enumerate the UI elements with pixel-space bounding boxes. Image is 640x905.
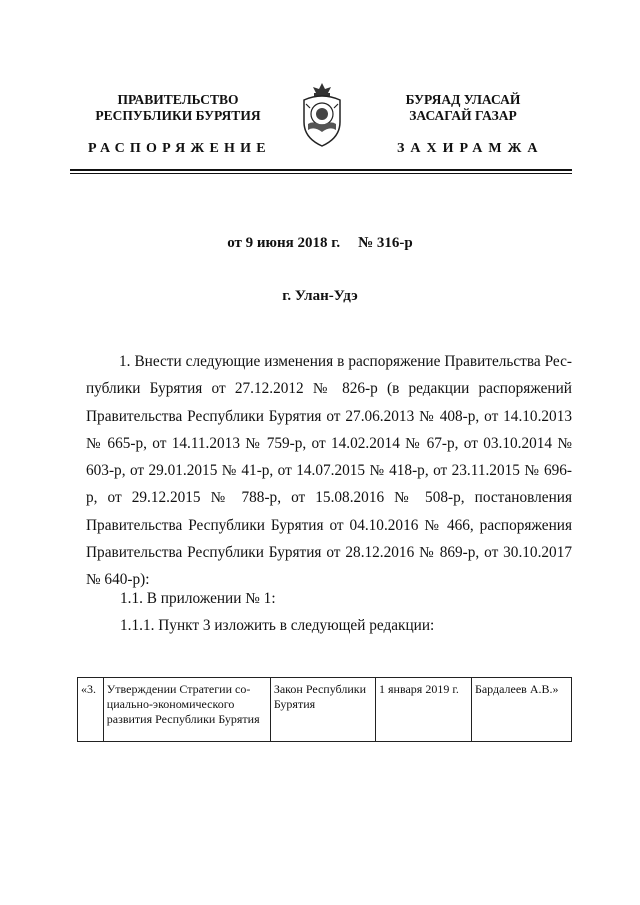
left-org-line-2: РЕСПУБЛИКИ БУРЯТИЯ	[95, 108, 261, 123]
right-organization-name	[388, 92, 538, 124]
left-org-line-1: ПРАВИТЕЛЬСТВО	[117, 92, 239, 107]
document-city: г. Улан-Удэ	[282, 288, 358, 304]
table-row	[78, 678, 572, 742]
item-1-1: 1.1. В приложении № 1:	[120, 590, 276, 607]
document-number: № 316-р	[358, 235, 413, 251]
coat-of-arms-icon	[298, 80, 346, 150]
document-date: от 9 июня 2018 г.	[227, 235, 341, 251]
row-subject-cell: Утверждении Стратегии социально-экономического развития Республики Бурятия	[103, 678, 270, 742]
right-document-type: ЗАХИРАМЖА	[397, 141, 544, 156]
header-divider-thick	[70, 169, 572, 171]
item-1-1-1: 1.1.1. Пункт 3 изложить в следующей редакции:	[120, 617, 435, 634]
left-organization-name	[88, 92, 268, 124]
right-org-line-1: БУРЯАД УЛАСАЙ	[405, 92, 521, 107]
row-form-cell: Закон Республики Бурятия	[270, 678, 375, 742]
document-date-line	[0, 235, 640, 252]
header-divider-thin	[70, 173, 572, 174]
row-number-cell: «3.	[78, 678, 104, 742]
left-document-type: РАСПОРЯЖЕНИЕ	[88, 141, 271, 156]
right-org-line-2: ЗАСАГАЙ ГАЗАР	[409, 108, 517, 123]
row-deadline-cell: 1 января 2019 г.	[376, 678, 472, 742]
amendment-table	[77, 677, 572, 742]
paragraph-1: 1. Внести следующие изменения в распоряжение Правительства Республики Бурятия от 27.12.2012 № 826-р (в редакции распоряжений Правительства Республики Бурятия от 27.06.2013 № 408-р, от 14.10.2013 № 665-р, от 14.11.2013 № 759-р, от 14.02.2014 № 67-р, от 03.10.2014 № 603-р, от 29.01.2015 № 41-р, от 14.07.2015 № 418-р, от 23.11.2015 № 696-р, от 29.12.2015 № 788-р, от 15.08.2016 № 508-р, постановления Правительства Республики Бурятия от 04.10.2016 № 466, распоряжения Правительства Республики Бурятия от 28.12.2016 № 869-р, от 30.10.2017 № 640-р):	[86, 353, 572, 589]
row-responsible-cell: Бардалеев А.В.»	[471, 678, 571, 742]
